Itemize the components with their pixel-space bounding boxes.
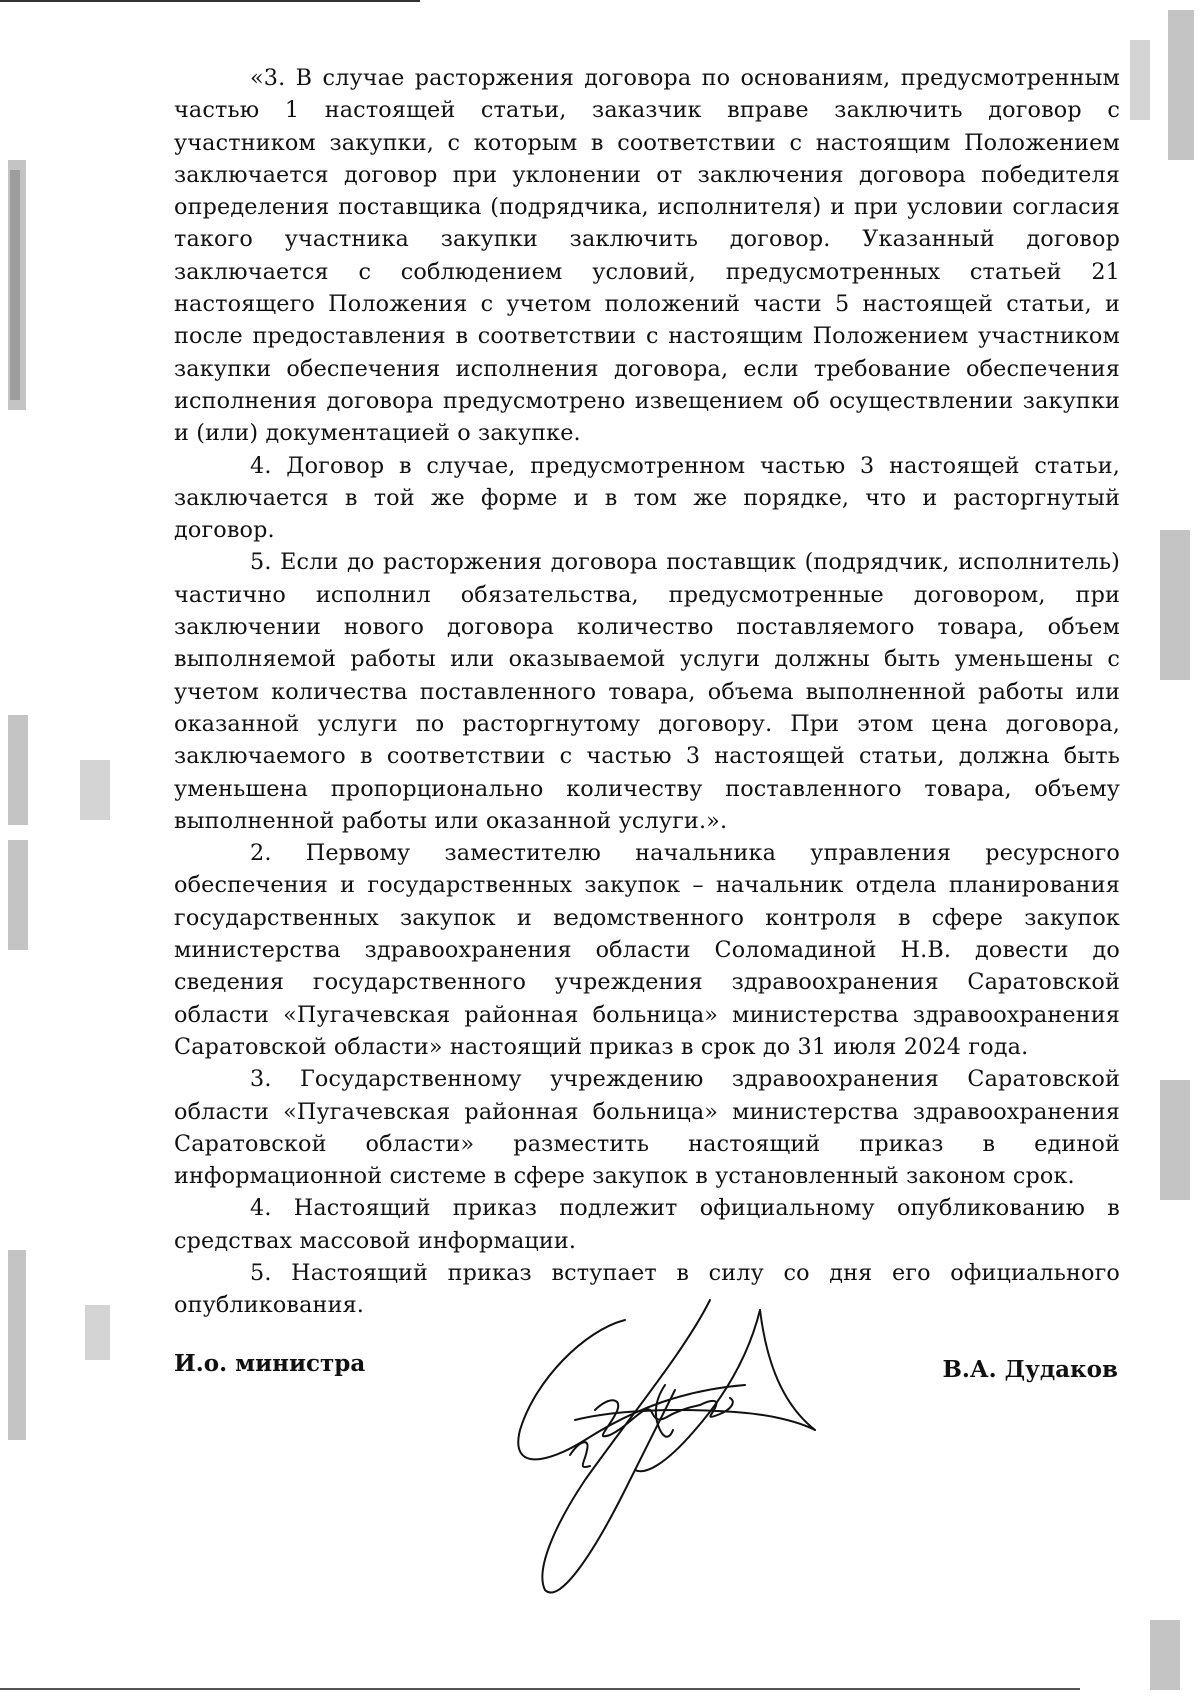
paragraph-item-3: 3. Государственному учреждению здравоохранения Саратовской области «Пугачевская районная больница» министерства здравоохранения Саратовской области» разместить настоящий приказ в единой информационной системе в сфере закупок в установленный законом срок.	[174, 1066, 1120, 1190]
signatory-name: В.А. Дудаков	[942, 1356, 1118, 1383]
paragraph-item-2: 2. Первому заместителю начальника управления ресурсного обеспечения и государственных закупок – начальник отдела планирования государственных закупок и ведомственного контроля в сфере закупок министерства здравоохранения области Соломадиной Н.В. довести до сведения государственного учреждения здравоохранения Саратовской области «Пугачевская районная больница» министерства здравоохранения Саратовской области» настоящий приказ в срок до 31 июля 2024 года.	[174, 840, 1120, 1060]
paragraph-clause-4: 4. Договор в случае, предусмотренном частью 3 настоящей статьи, заключается в той же форме и в том же порядке, что и расторгнутый договор.	[174, 452, 1120, 544]
signatory-title: И.о. министра	[174, 1350, 366, 1377]
scan-edge-bottom	[0, 1688, 1080, 1690]
paragraph-clause-5: 5. Если до расторжения договора поставщик (подрядчик, исполнитель) частично исполнил обязательства, предусмотренные договором, при заключении нового договора количество поставляемого товара, объем выполняемой работы или оказываемой услуги должны быть уменьшены с учетом количества поставленного товара, объема выполненной работы или оказанной услуги по расторгнутому договору. При этом цена договора, заключаемого в соответствии с частью 3 настоящей статьи, должна быть уменьшена пропорционально количеству поставленного товара, объему выполненной работы или оказанной услуги.».	[174, 549, 1120, 834]
paragraph-item-5: 5. Настоящий приказ вступает в силу со дня его официального опубликования.	[174, 1259, 1120, 1319]
handwritten-signature	[515, 1290, 825, 1610]
paragraph-item-4: 4. Настоящий приказ подлежит официальному опубликованию в средствах массовой информации.	[174, 1195, 1120, 1254]
scan-edge-top	[0, 0, 420, 2]
document-body	[174, 62, 1120, 1322]
paragraph-clause-3: «3. В случае расторжения договора по основаниям, предусмотренным частью 1 настоящей статьи, заказчик вправе заключить договор с участником закупки, с которым в соответствии с настоящим Положением заключается договор при уклонении от заключения договора победителя определения поставщика (подрядчика, исполнителя) и при условии согласия такого участника закупки заключить договор. Указанный договор заключается с соблюдением условий, предусмотренных статьей 21 настоящего Положения с учетом положений части 5 настоящей статьи, и после предоставления в соответствии с настоящим Положением участником закупки обеспечения исполнения договора, если требование обеспечения исполнения договора предусмотрено извещением об осуществлении закупки и (или) документацией о закупке.	[174, 65, 1120, 447]
